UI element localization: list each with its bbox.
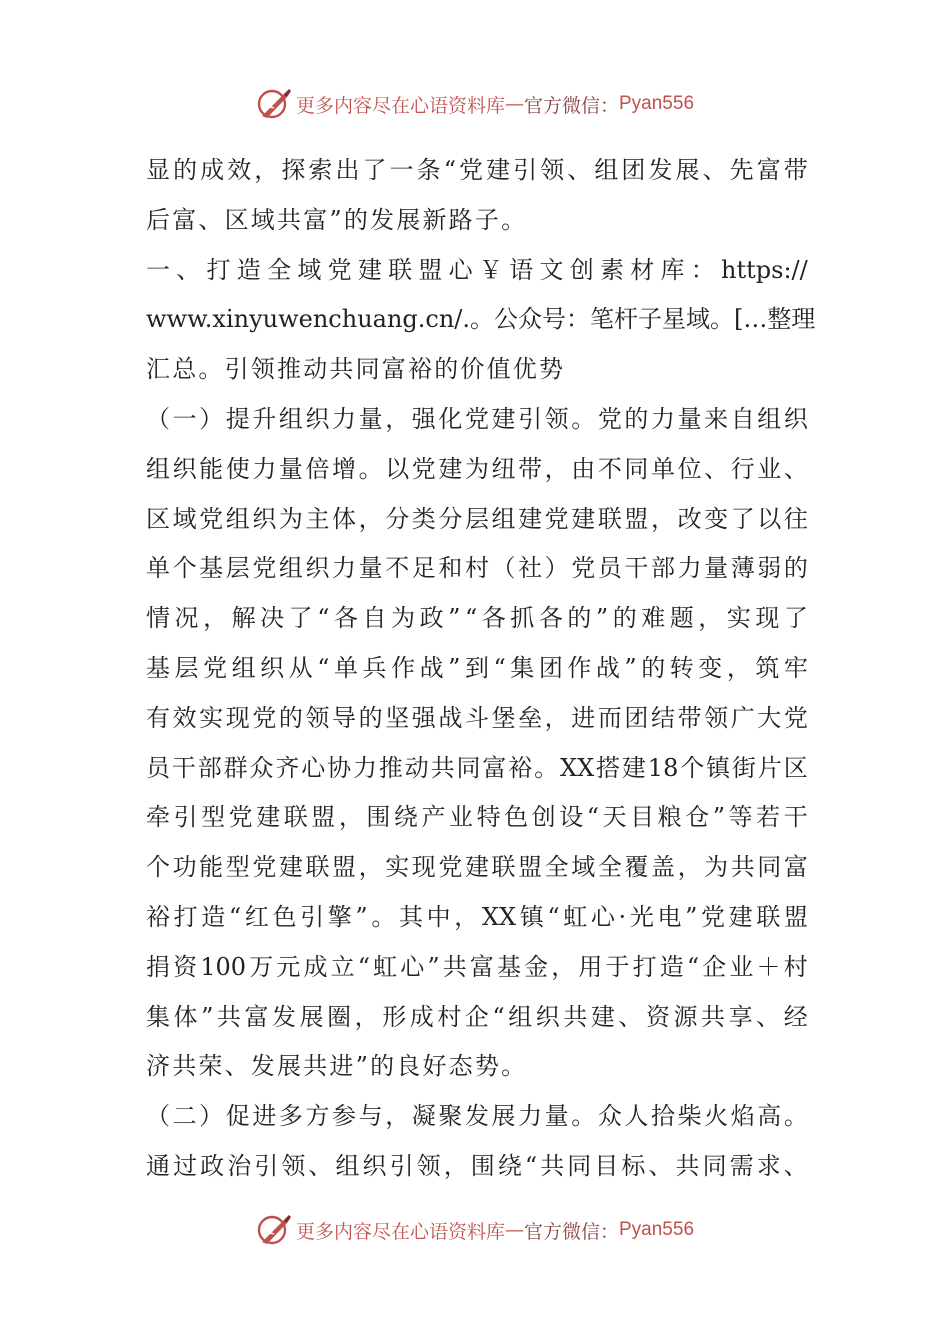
- text-line: 区 域 党 组 织 为 主 体 ， 分 类 分 层 组 建 党 建 联 盟 ， 改 变 了 以 往: [146, 504, 808, 533]
- banner-wechat-label: 官方微信：: [523, 94, 619, 117]
- text-line: 员 干 部 群 众 齐 心 协 力 推 动 共 同 富 裕 。 XX 搭 建 18 个 镇 街 片 区: [146, 753, 808, 782]
- banner-wechat-id: Pyan556: [619, 93, 695, 114]
- banner-wechat-label: 官方微信：: [523, 1220, 619, 1243]
- text-line: 捐 资 100 万 元 成 立 “ 虹 心 ” 共 富 基 金 ， 用 于 打 造 “ 企 业 ＋ 村: [146, 952, 808, 981]
- text-line: 显 的 成 效 ， 探 索 出 了 一 条 “ 党 建 引 领 、 组 团 发 展 、 先 富 带: [146, 156, 808, 184]
- text-line: （ 二 ） 促 进 多 方 参 与 ， 凝 聚 发 展 力 量 。 众 人 拾 柴 火 焰 高 。: [146, 1102, 808, 1131]
- text-line: 集 体 ” 共 富 发 展 圈 ， 形 成 村 企 “ 组 织 共 建 、 资 源 共 享 、 经: [146, 1002, 808, 1031]
- banner-separator: —: [504, 93, 524, 115]
- text-line: www.xinyuwenchuang.cn/. 。 公 众 号 ： 笔 杆 子 星 域 。 [ … 整 理: [146, 305, 816, 334]
- pen-logo-icon: [256, 86, 292, 122]
- banner-wechat-id: Pyan556: [619, 1219, 695, 1240]
- text-line: （ 一 ） 提 升 组 织 力 量 ， 强 化 党 建 引 领 。 党 的 力 量 来 自 组 织: [146, 404, 808, 433]
- text-line: 汇总。引领推动共同富裕的价值优势: [146, 355, 566, 384]
- text-line: 济共荣、发展共进”的良好态势。: [146, 1052, 528, 1081]
- text-line: 个 功 能 型 党 建 联 盟 ， 实 现 党 建 联 盟 全 域 全 覆 盖 ， 为 共 同 富: [146, 853, 808, 882]
- banner-text: 更多内容尽在心语资料库: [295, 94, 505, 117]
- pen-logo-icon: [256, 1212, 292, 1248]
- banner-text: 更多内容尽在心语资料库: [295, 1220, 505, 1243]
- text-line: 组 织 能 使 力 量 倍 增 。 以 党 建 为 纽 带 ， 由 不 同 单 位 、 行 业 、: [146, 454, 808, 483]
- text-line: 一 、 打 造 全 域 党 建 联 盟 心 ￥ 语 文 创 素 材 库 ： https://: [146, 255, 808, 284]
- text-line: 单 个 基 层 党 组 织 力 量 不 足 和 村 （ 社 ） 党 员 干 部 力 量 薄 弱 的: [146, 554, 808, 583]
- text-line: 裕 打 造 “ 红 色 引 擎 ” 。 其 中 ， XX 镇 “ 虹 心 · 光 电 ” 党 建 联 盟: [146, 902, 808, 931]
- document-body: [146, 146, 816, 1192]
- footer-banner: [0, 1210, 950, 1250]
- text-line: 通 过 政 治 引 领 、 组 织 引 领 ， 围 绕 “ 共 同 目 标 、 共 同 需 求 、: [146, 1151, 808, 1180]
- text-line: 后富、区域共富”的发展新路子。: [146, 205, 528, 234]
- text-line: 基 层 党 组 织 从 “ 单 兵 作 战 ” 到 “ 集 团 作 战 ” 的 转 变 ， 筑 牢: [146, 653, 808, 682]
- banner-separator: —: [504, 1219, 524, 1241]
- header-banner: [0, 84, 950, 124]
- text-line: 有 效 实 现 党 的 领 导 的 坚 强 战 斗 堡 垒 ， 进 而 团 结 带 领 广 大 党: [146, 703, 808, 732]
- text-line: 情 况 ， 解 决 了 “ 各 自 为 政 ” “ 各 抓 各 的 ” 的 难 题 ， 实 现 了: [146, 604, 808, 633]
- text-line: 牵 引 型 党 建 联 盟 ， 围 绕 产 业 特 色 创 设 “ 天 目 粮 仓 ” 等 若 干: [146, 803, 808, 832]
